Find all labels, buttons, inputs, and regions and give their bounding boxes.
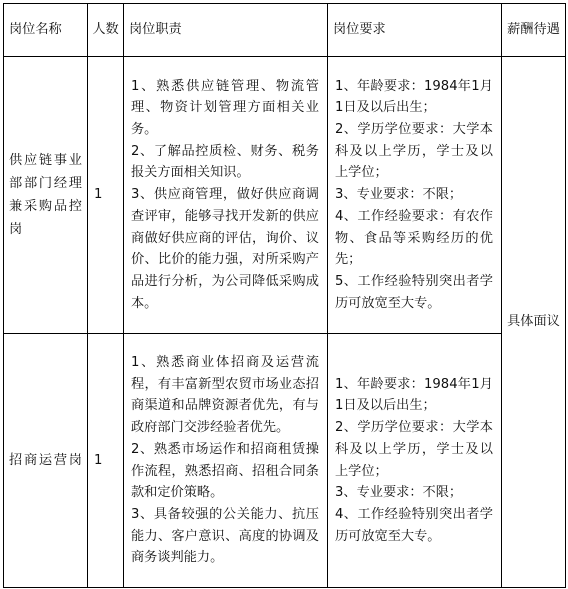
position-name-cell: 供应链事业部部门经理兼采购品控岗 xyxy=(4,57,88,334)
requirement-item: 4、工作经验要求：有农作物、食品等采购经历的优先； xyxy=(335,208,493,268)
duty-item: 3、具备较强的公关能力、抗压能力、客户意识、高度的协调及商务谈判能力。 xyxy=(131,506,319,566)
requirement-item: 1、年龄要求：1984年1月1日及以后出生； xyxy=(335,376,493,414)
requirements-cell xyxy=(328,57,502,334)
position-name-cell: 招商运营岗 xyxy=(4,334,88,588)
requirement-item: 2、学历学位要求：大学本科及以上学历，学士及以上学位； xyxy=(335,420,493,479)
requirement-item: 4、工作经验特别突出者学历可放宽至大专。 xyxy=(335,506,493,544)
headcount-cell: 1 xyxy=(88,334,124,588)
table-header-row xyxy=(4,4,566,57)
salary-cell: 具体面议 xyxy=(502,57,566,588)
requirement-item: 2、学历学位要求：大学本科及以上学历，学士及以上学位； xyxy=(335,122,493,181)
table-row xyxy=(4,334,566,588)
duty-item: 1、熟悉商业体招商及运营流程，有丰富新型农贸市场业态招商渠道和品牌资源者优先，有与政府部门交涉经验者优先。 xyxy=(131,354,319,436)
duty-item: 1、熟悉供应链管理、物流管理、物资计划管理方面相关业务。 xyxy=(131,78,319,138)
header-requirements: 岗位要求 xyxy=(328,4,502,57)
duties-cell xyxy=(124,334,328,588)
requirement-item: 3、专业要求：不限； xyxy=(335,187,463,203)
requirement-item: 3、专业要求：不限； xyxy=(335,485,463,501)
duty-item: 2、熟悉市场运作和招商租赁操作流程，熟悉招商、招租合同条款和定价策略。 xyxy=(131,441,319,501)
requirement-item: 5、工作经验特别突出者学历可放宽至大专。 xyxy=(335,273,493,311)
header-headcount: 人数 xyxy=(88,4,124,57)
requirements-cell xyxy=(328,334,502,588)
header-salary: 薪酬待遇 xyxy=(502,4,566,57)
header-duties: 岗位职责 xyxy=(124,4,328,57)
requirement-item: 1、年龄要求：1984年1月1日及以后出生； xyxy=(335,78,493,116)
table-row xyxy=(4,57,566,334)
header-position-name: 岗位名称 xyxy=(4,4,88,57)
duty-item: 2、了解品控质检、财务、税务报关方面相关知识。 xyxy=(131,143,319,181)
job-table xyxy=(3,3,566,588)
headcount-cell: 1 xyxy=(88,57,124,334)
duties-cell xyxy=(124,57,328,334)
duty-item: 3、供应商管理，做好供应商调查评审，能够寻找开发新的供应商做好供应商的评估，询价、议价、比价的能力强，对所采购产品进行分析，为公司降低采购成本。 xyxy=(131,187,319,311)
